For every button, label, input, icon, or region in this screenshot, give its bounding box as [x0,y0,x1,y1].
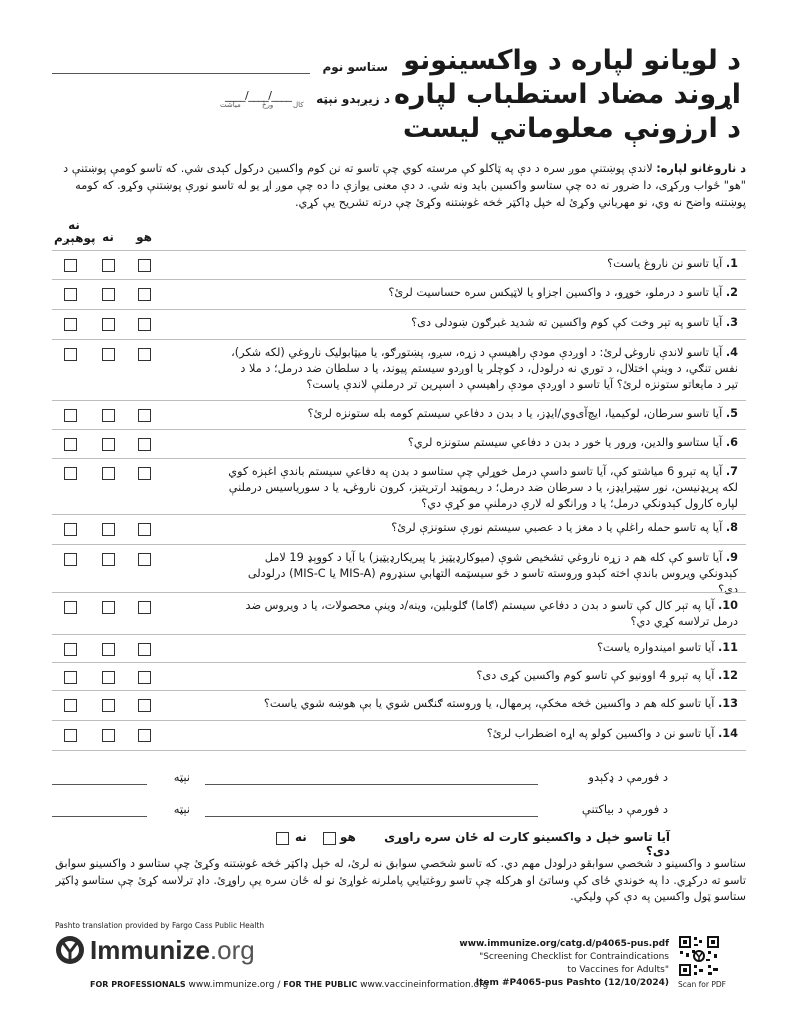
q14-no-checkbox[interactable] [102,729,115,742]
q12-yes-checkbox[interactable] [138,671,151,684]
q8-dont-know-checkbox[interactable] [64,523,77,536]
question-number: 9. [725,551,738,564]
q13-dont-know-checkbox[interactable] [64,699,77,712]
question-text [227,435,738,451]
question-body: آیا تاسو کله هم د واکسین څخه مخکې، پرمهال، یا وروسته ګنګس شوي یا بې هوښه شوي یاست؟ [263,697,715,710]
q14-yes-checkbox[interactable] [138,729,151,742]
question-body: آیا په تېر کال کې تاسو د بدن د دفاعي سیستم (ګاما) ګلوبلین، وینه/د وینې محصولات، یا د ویروس ضد درمل ترلاسه کړي دي؟ [245,599,738,628]
question-row [52,400,746,430]
immunize-logo-icon [55,935,85,965]
q9-dont-know-checkbox[interactable] [64,553,77,566]
reviewed-by-label: د فورمې د بیاکتنې [581,802,668,816]
question-row [52,250,746,280]
intro-paragraph [52,160,746,211]
reviewed-date-line[interactable] [52,816,147,817]
question-body: آیا تاسو سرطان، لوکیمیا، ایچ‌آی‌وي/ایډز، یا د بدن د دفاعي سیستم کومه بله ستونزه لرئ؟ [307,407,723,420]
q13-yes-checkbox[interactable] [138,699,151,712]
q3-yes-checkbox[interactable] [138,318,151,331]
question-text [227,285,738,301]
completed-date-line[interactable] [52,784,147,785]
reviewed-by-line[interactable] [205,816,538,817]
question-text [227,464,738,512]
question-number: 14. [717,727,738,740]
question-body: آیا په تېرو 6 میاشتو کې، آیا تاسو داسې درمل خوړلي چې ستاسو د بدن په دفاعي سیستم باندې اغېزه کوي لکه پریډنیسن، نور سټیرایډز، یا د سرطان ضد درمل؛ د ریموټید ارتریتیز، کرون ناروغۍ، یا د سوریاسیس درملنې لپاره کارول کېدونکي درمل؛ یا د ورانګو له لارې درملنې مو کړې دي؟ [228,465,738,510]
pdf-link[interactable]: www.immunize.org/catg.d/p4065-pus.pdf [459,939,669,949]
for-professionals-label: FOR PROFESSIONALS [90,980,186,989]
professionals-link[interactable]: www.immunize.org [188,980,275,990]
vaccine-card-no-checkbox[interactable] [276,832,289,845]
question-text [227,550,738,598]
question-number: 2. [725,286,738,299]
question-row [52,690,746,721]
immunize-logo-text [90,935,255,966]
footer-doc-info [409,938,669,990]
q4-no-checkbox[interactable] [102,348,115,361]
q5-yes-checkbox[interactable] [138,409,151,422]
item-number: Item #P4065-pus Pashto (12/10/2024) [475,978,669,988]
question-body: آیا تاسو امیندواره یاست؟ [596,641,715,654]
logo-suffix: .org [209,935,255,965]
q9-yes-checkbox[interactable] [138,553,151,566]
q6-no-checkbox[interactable] [102,438,115,451]
title-line-2: اړوند مضاد استطباب لپاره [393,79,741,110]
question-row [52,662,746,691]
question-number: 12. [717,669,738,682]
title-line-3: د ارزونې معلوماتي لیست [402,113,741,144]
col-no: نه [102,230,114,244]
question-number: 11. [717,641,738,654]
question-row [52,514,746,545]
q5-dont-know-checkbox[interactable] [64,409,77,422]
q7-no-checkbox[interactable] [102,467,115,480]
question-body: آیا تاسو د درملو، خوړو، د واکسین اجزاو یا لاټیکس سره حساسیت لرئ؟ [388,286,723,299]
question-text [227,668,738,684]
vaccine-card-no-label: نه [295,830,307,844]
q1-dont-know-checkbox[interactable] [64,259,77,272]
question-body: آیا ستاسو والدین، ورور یا خور د بدن د دفاعي سیستم ستونزه لري؟ [407,436,723,449]
q1-yes-checkbox[interactable] [138,259,151,272]
question-number: 5. [725,407,738,420]
question-text [227,406,738,422]
question-number: 1. [725,257,738,270]
q10-yes-checkbox[interactable] [138,601,151,614]
q9-no-checkbox[interactable] [102,553,115,566]
page-title [361,44,741,146]
q12-no-checkbox[interactable] [102,671,115,684]
q1-no-checkbox[interactable] [102,259,115,272]
name-field-line[interactable] [52,73,310,74]
translation-credit: Pashto translation provided by Fargo Cass Public Health [55,921,265,930]
question-row [52,339,746,401]
scan-label: Scan for PDF [678,980,726,989]
question-text [227,640,738,656]
dob-label: د زیږېدو نېټه [316,92,390,106]
dob-day-caption: ورځ [262,101,274,109]
q2-dont-know-checkbox[interactable] [64,288,77,301]
for-public-label: FOR THE PUBLIC [283,980,358,989]
col-yes: هو [136,230,152,244]
question-row [52,544,746,596]
question-body: آیا تاسو کې کله هم د زړه ناروغي تشخیص شوې (میوکارډیټیز یا پیریکارډیټیز) یا آیا د کووېډ 19 لامل کېدونکي ویروس باندې اخته کېدو وروسته تاسو د څو سیسټمه التهابي سنډروم (MIS-A یا MIS-C) درلودلی دی؟ [247,551,738,596]
link-separator: / [277,980,281,990]
question-number: 4. [725,346,738,359]
question-body: آیا په تاسو حمله راغلې یا د مغز یا د عصبي سیستم نورې ستونزې لرئ؟ [391,521,723,534]
vaccine-card-question: آیا تاسو خپل د واکسینو کارت له ځان سره راوړی دی؟ [384,830,670,858]
q10-no-checkbox[interactable] [102,601,115,614]
q3-no-checkbox[interactable] [102,318,115,331]
q3-dont-know-checkbox[interactable] [64,318,77,331]
question-number: 10. [717,599,738,612]
question-row [52,458,746,515]
question-body: آیا تاسو نن ناروغ یاست؟ [607,257,723,270]
question-text [227,696,738,712]
question-text [227,598,738,630]
col-dont-know [54,219,94,245]
public-link[interactable]: www.vaccineinformation.org [360,980,489,990]
question-text [227,315,738,331]
q11-yes-checkbox[interactable] [138,643,151,656]
question-body: آیا تاسو لاندې ناروغۍ لرئ: د اوږدې مودې راهیسې د زړه، سږو، پښتورګو، یا میټابولیک ناروغي (لکه شکر)، نفس تنګي، د وینې اختلال، د توري نه درلودل، د کوچلر یا اوږدو سیستم پیوند، یا د سلطان ضد درمل؛ د ملا د تیر د مایعاتو ستونزه لرئ؟ آیا تاسو د اوږدې مودې راهیسې د اسپرین تر درملنې لاندې یاست؟ [231,346,738,391]
doc-title-line2: to Vaccines for Adults" [567,965,669,975]
title-line-1: د لویانو لپاره د واکسینونو [403,45,741,76]
question-row [52,720,746,751]
question-text [227,345,738,393]
reviewed-date-label: نېټه [173,802,190,816]
q2-no-checkbox[interactable] [102,288,115,301]
q10-dont-know-checkbox[interactable] [64,601,77,614]
question-body: آیا په تېرو 4 اوونیو کې تاسو کوم واکسین کړی دی؟ [476,669,715,682]
q6-dont-know-checkbox[interactable] [64,438,77,451]
q12-dont-know-checkbox[interactable] [64,671,77,684]
logo-main: Immunize [90,935,210,965]
intro-text: لاندې پوښتنې موږ سره د دې په ټاکلو کې مرسته کوي چې تاسو ته نن کوم واکسین درکول کېدی شي. که تاسو کومې پوښتنې د "هو" ځواب ورکړی، دا ضرور نه ده چې ستاسو واکسین باید ونه شي. د دې معنی یوازې دا ده چې موږ اړ یو له تاسو نورې پوښتنې وکړو. که کومه پوښتنه واضح نه وي، نو مهرباني وکړئ له خپل ډاکټر څخه غوښتنه وکړئ چې درته تشریح یې کړي. [63,162,746,209]
q4-yes-checkbox[interactable] [138,348,151,361]
completed-by-label: د فورمې د ډکېدو [588,770,668,784]
q11-dont-know-checkbox[interactable] [64,643,77,656]
question-text [227,726,738,742]
col-dont-know-line2: پوهېږم [54,231,96,245]
col-dont-know-line1: نه [68,218,80,232]
name-label: ستاسو نوم [322,60,388,74]
question-text [227,520,738,536]
vaccine-card-yes-label: هو [340,830,356,844]
q8-yes-checkbox[interactable] [138,523,151,536]
q6-yes-checkbox[interactable] [138,438,151,451]
q11-no-checkbox[interactable] [102,643,115,656]
completed-date-label: نېټه [173,770,190,784]
q7-dont-know-checkbox[interactable] [64,467,77,480]
qr-code-icon[interactable] [678,935,720,977]
question-body: آیا تاسو په تېر وخت کې کوم واکسین ته شدید غبرګون ښودلی دی؟ [411,316,723,329]
q5-no-checkbox[interactable] [102,409,115,422]
q4-dont-know-checkbox[interactable] [64,348,77,361]
closing-note: ستاسو د واکسینو د شخصي سوابقو درلودل مهم دي. که تاسو شخصي سوابق نه لرئ، له خپل ډاکټر څخه غوښتنه وکړئ چې ستاسو د واکسینو سوابق تاسو ته درکړي. دا په خوندي ځای کې وساتئ او هرکله چې تاسو روغتیایي پاملرنه غواړئ نو له ځان سره یې راوړئ. داډ ترلاسه کړئ چې ستاسو ډاکټر ستاسو ټول واکسین په دې کې ولیکي. [55,857,746,903]
q2-yes-checkbox[interactable] [138,288,151,301]
question-number: 8. [725,521,738,534]
q13-no-checkbox[interactable] [102,699,115,712]
q7-yes-checkbox[interactable] [138,467,151,480]
question-body: آیا تاسو نن د واکسین کولو په اړه اضطراب لرئ؟ [486,727,715,740]
doc-title-line1: "Screening Checklist for Contraindications [479,952,669,962]
question-row [52,592,746,635]
intro-lead: د ناروغانو لپاره: [656,162,746,175]
question-row [52,309,746,340]
q14-dont-know-checkbox[interactable] [64,729,77,742]
question-text [227,256,738,272]
question-row [52,279,746,310]
completed-by-line[interactable] [205,784,538,785]
dob-field[interactable]: ____/____/____ [225,89,292,102]
dob-year-caption: کال [293,101,304,109]
table-bottom-border [52,750,746,751]
question-number: 3. [725,316,738,329]
question-row [52,429,746,459]
dob-month-caption: میاشت [220,101,241,109]
question-row [52,634,746,663]
question-number: 6. [725,436,738,449]
question-number: 7. [725,465,738,478]
vaccine-card-yes-checkbox[interactable] [323,832,336,845]
question-number: 13. [717,697,738,710]
q8-no-checkbox[interactable] [102,523,115,536]
